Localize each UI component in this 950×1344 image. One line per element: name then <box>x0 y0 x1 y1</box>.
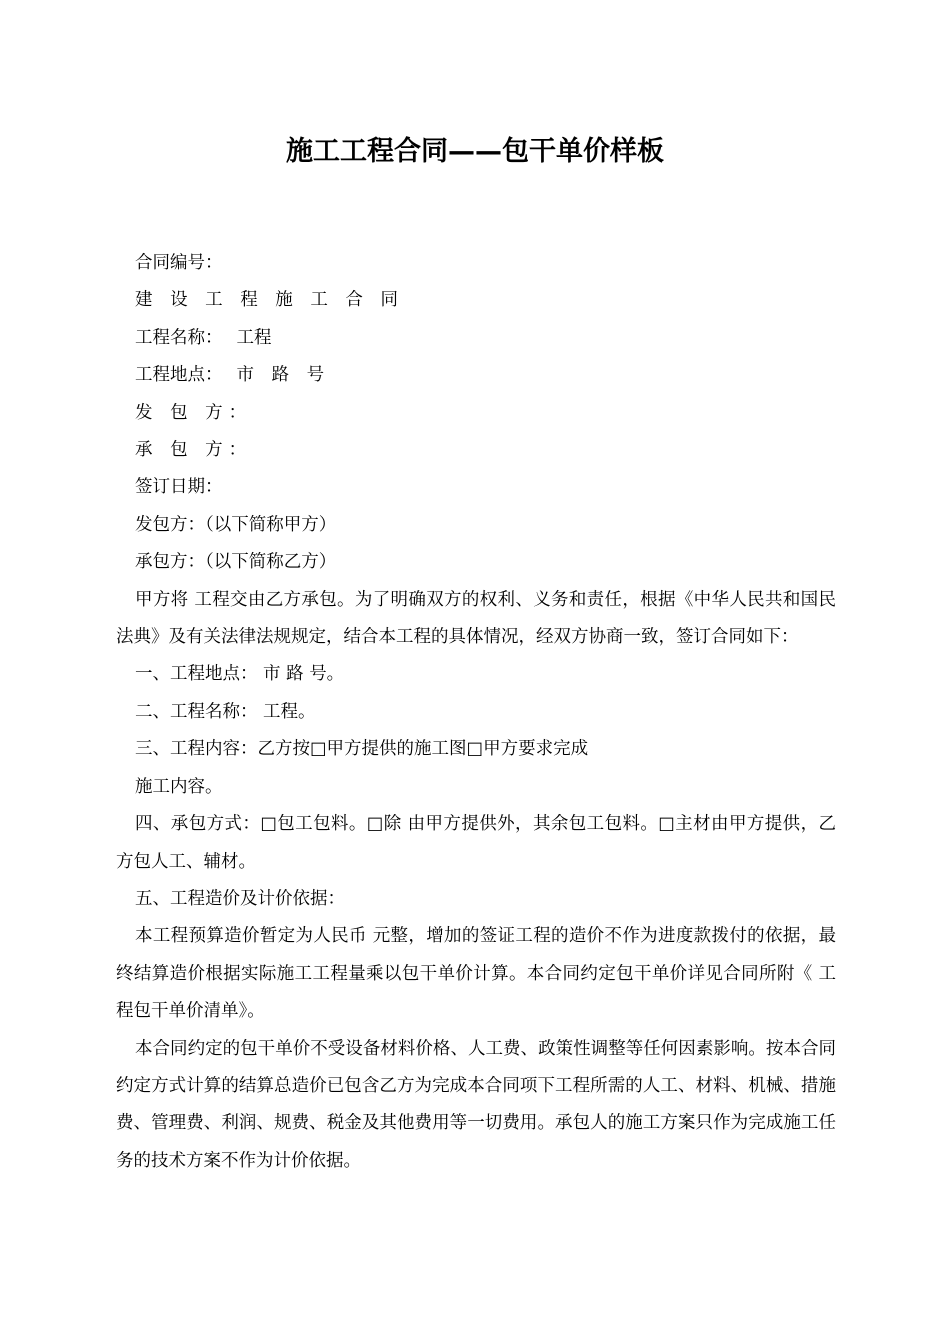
employer-alias-line: 发包方：（以下简称甲方） <box>135 514 337 535</box>
contractor-alias-line: 承包方：（以下简称乙方） <box>135 552 337 573</box>
clause-3-line-1: 三、工程内容：乙方按□甲方提供的施工图□甲方要求完成 <box>135 739 589 760</box>
clause-2: 二、工程名称： 工程。 <box>135 701 316 722</box>
budget-paragraph: 本工程预算造价暂定为人民币 元整，增加的签证工程的造价不作为进度款拨付的依据，最终结算造价根据实际施工工程量乘以包干单价计算。本合同约定包干单价详见合同所附《 工程包干单价清单》。 <box>116 926 836 1022</box>
project-site-line <box>116 357 836 394</box>
clause-1: 一、工程地点： 市 路 号。 <box>135 664 345 685</box>
employer-line: 发 包 方： <box>135 402 253 423</box>
document-title: 施工工程合同——包干单价样板 <box>286 136 664 167</box>
fixed-price-paragraph: 本合同约定的包干单价不受设备材料价格、人工费、政策性调整等任何因素影响。按本合同约定方式计算的结算总造价已包含乙方为完成本合同项下工程所需的人工、材料、机械、措施费、管理费、利润、规费、税金及其他费用等一切费用。承包人的施工方案只作为完成施工任务的技术方案不作为计价依据。 <box>116 1038 836 1171</box>
clause-3-line-2: 施工内容。 <box>135 776 223 797</box>
document-body <box>116 245 836 1180</box>
construction-contract-heading: 建 设 工 程 施 工 合 同 <box>135 290 404 311</box>
project-site-value: 市 路 号 <box>236 365 331 386</box>
project-name-value: 工程 <box>236 327 272 348</box>
project-name-label: 工程名称： <box>135 327 223 348</box>
clause-4: 四、承包方式：□包工包料。□除 由甲方提供外，其余包工包料。□主材由甲方提供，乙方包人工、辅材。 <box>116 814 836 872</box>
intro-paragraph: 甲方将 工程交由乙方承包。为了明确双方的权利、义务和责任，根据《中华人民共和国民法典》及有关法律法规规定，结合本工程的具体情况，经双方协商一致，签订合同如下： <box>116 589 836 648</box>
project-site-label: 工程地点： <box>135 365 223 386</box>
contract-number-line: 合同编号： <box>135 253 223 273</box>
sign-date-line: 签订日期： <box>135 477 223 498</box>
project-name-line <box>116 320 836 357</box>
contractor-line: 承 包 方： <box>135 440 253 461</box>
clause-5: 五、工程造价及计价依据： <box>135 888 345 909</box>
